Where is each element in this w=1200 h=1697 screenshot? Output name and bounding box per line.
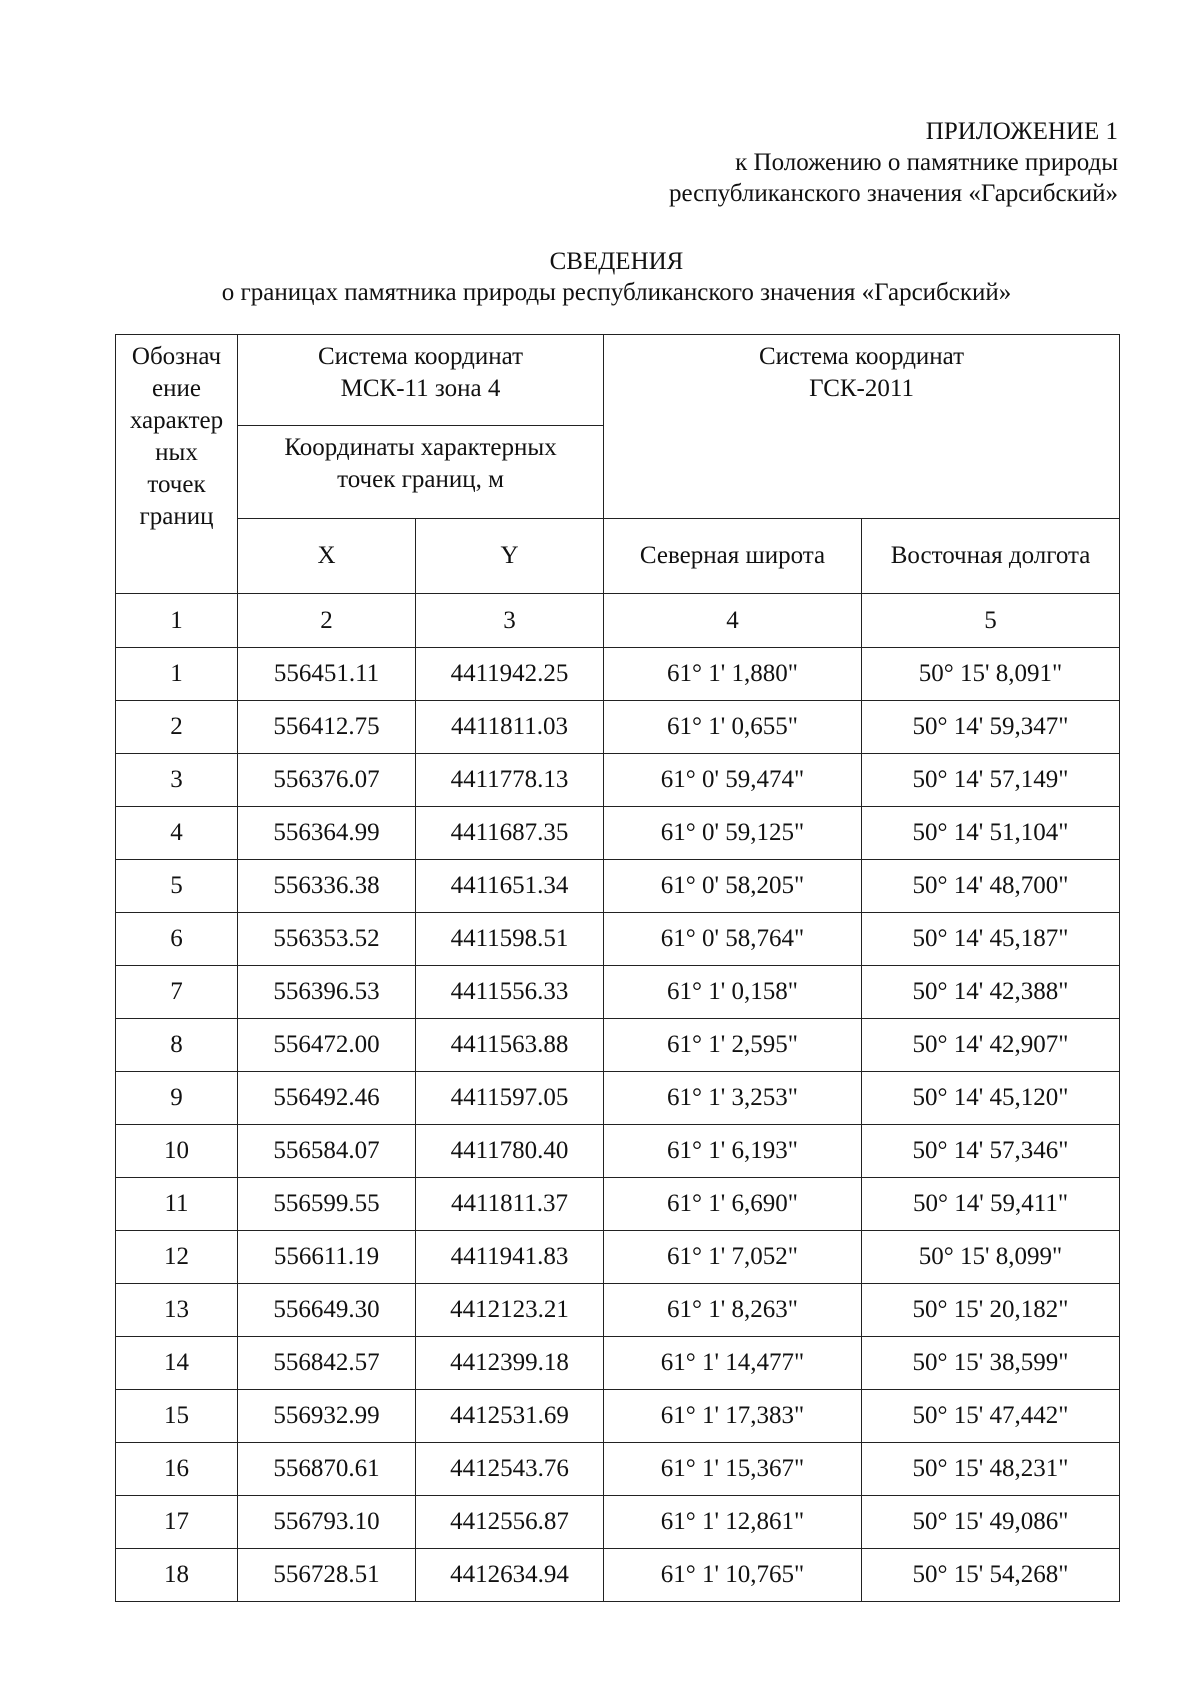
longitude-cell: 50° 14' 57,149" [862,754,1120,807]
column-number: 5 [862,594,1120,648]
x-coordinate-cell: 556412.75 [238,701,416,754]
table-row [116,754,1120,807]
table-row [116,648,1120,701]
header-gsk-system: Система координат ГСК-2011 [604,335,1120,519]
latitude-cell: 61° 1' 15,367" [604,1443,862,1496]
x-coordinate-cell: 556649.30 [238,1284,416,1337]
longitude-cell: 50° 14' 57,346" [862,1125,1120,1178]
y-coordinate-cell: 4411811.37 [416,1178,604,1231]
column-number: 4 [604,594,862,648]
longitude-cell: 50° 15' 47,442" [862,1390,1120,1443]
y-coordinate-cell: 4411811.03 [416,701,604,754]
table-row [116,1019,1120,1072]
table-row [116,1390,1120,1443]
longitude-cell: 50° 15' 8,091" [862,648,1120,701]
longitude-cell: 50° 14' 45,187" [862,913,1120,966]
point-number-cell: 16 [116,1443,238,1496]
latitude-cell: 61° 0' 58,205" [604,860,862,913]
point-number-cell: 18 [116,1549,238,1602]
table-row [116,966,1120,1019]
y-coordinate-cell: 4411597.05 [416,1072,604,1125]
latitude-cell: 61° 1' 12,861" [604,1496,862,1549]
header-designation: Обознач ение характер ных точек границ [116,335,238,594]
table-row [116,1072,1120,1125]
table-row [116,1284,1120,1337]
y-coordinate-cell: 4411556.33 [416,966,604,1019]
point-number-cell: 8 [116,1019,238,1072]
y-coordinate-cell: 4412556.87 [416,1496,604,1549]
latitude-cell: 61° 1' 6,690" [604,1178,862,1231]
table-row [116,1443,1120,1496]
x-coordinate-cell: 556451.11 [238,648,416,701]
y-coordinate-cell: 4412399.18 [416,1337,604,1390]
x-coordinate-cell: 556353.52 [238,913,416,966]
table-row [116,860,1120,913]
header-x: X [238,519,416,594]
longitude-cell: 50° 14' 45,120" [862,1072,1120,1125]
latitude-cell: 61° 1' 1,880" [604,648,862,701]
appendix-title: ПРИЛОЖЕНИЕ 1 [925,118,1118,145]
coordinates-table [115,334,1120,1602]
latitude-cell: 61° 0' 58,764" [604,913,862,966]
table-row [116,1496,1120,1549]
longitude-cell: 50° 14' 51,104" [862,807,1120,860]
latitude-cell: 61° 1' 10,765" [604,1549,862,1602]
table-row [116,1231,1120,1284]
x-coordinate-cell: 556870.61 [238,1443,416,1496]
point-number-cell: 2 [116,701,238,754]
x-coordinate-cell: 556396.53 [238,966,416,1019]
header-msk-coordinates: Координаты характерных точек границ, м [238,426,604,519]
document-title: СВЕДЕНИЯ [549,248,684,275]
y-coordinate-cell: 4411563.88 [416,1019,604,1072]
document-subtitle: о границах памятника природы республиканского значения «Гарсибский» [221,279,1012,306]
point-number-cell: 7 [116,966,238,1019]
x-coordinate-cell: 556793.10 [238,1496,416,1549]
table-row [116,1337,1120,1390]
y-coordinate-cell: 4411651.34 [416,860,604,913]
point-number-cell: 12 [116,1231,238,1284]
longitude-cell: 50° 15' 38,599" [862,1337,1120,1390]
table-row [116,1549,1120,1602]
appendix-reference-cont: республиканского значения «Гарсибский» [668,180,1118,207]
header-y: Y [416,519,604,594]
latitude-cell: 61° 1' 17,383" [604,1390,862,1443]
latitude-cell: 61° 1' 0,158" [604,966,862,1019]
y-coordinate-cell: 4411598.51 [416,913,604,966]
appendix-reference: к Положению о памятнике природы [735,149,1118,176]
longitude-cell: 50° 15' 48,231" [862,1443,1120,1496]
y-coordinate-cell: 4412531.69 [416,1390,604,1443]
column-number: 1 [116,594,238,648]
header-msk-system: Система координат МСК-11 зона 4 [238,335,604,426]
point-number-cell: 4 [116,807,238,860]
longitude-cell: 50° 14' 48,700" [862,860,1120,913]
header-longitude: Восточная долгота [862,519,1120,594]
column-number-row [116,594,1120,648]
point-number-cell: 15 [116,1390,238,1443]
y-coordinate-cell: 4411778.13 [416,754,604,807]
latitude-cell: 61° 1' 3,253" [604,1072,862,1125]
point-number-cell: 14 [116,1337,238,1390]
table-row [116,1125,1120,1178]
point-number-cell: 5 [116,860,238,913]
x-coordinate-cell: 556492.46 [238,1072,416,1125]
x-coordinate-cell: 556364.99 [238,807,416,860]
y-coordinate-cell: 4411942.25 [416,648,604,701]
point-number-cell: 11 [116,1178,238,1231]
point-number-cell: 9 [116,1072,238,1125]
latitude-cell: 61° 0' 59,125" [604,807,862,860]
latitude-cell: 61° 0' 59,474" [604,754,862,807]
longitude-cell: 50° 15' 8,099" [862,1231,1120,1284]
document-heading [115,246,1118,308]
latitude-cell: 61° 1' 14,477" [604,1337,862,1390]
latitude-cell: 61° 1' 2,595" [604,1019,862,1072]
column-number: 3 [416,594,604,648]
latitude-cell: 61° 1' 6,193" [604,1125,862,1178]
longitude-cell: 50° 14' 59,347" [862,701,1120,754]
y-coordinate-cell: 4411941.83 [416,1231,604,1284]
point-number-cell: 13 [116,1284,238,1337]
x-coordinate-cell: 556932.99 [238,1390,416,1443]
table-row [116,807,1120,860]
x-coordinate-cell: 556842.57 [238,1337,416,1390]
y-coordinate-cell: 4412123.21 [416,1284,604,1337]
longitude-cell: 50° 14' 42,907" [862,1019,1120,1072]
y-coordinate-cell: 4412543.76 [416,1443,604,1496]
point-number-cell: 3 [116,754,238,807]
y-coordinate-cell: 4411687.35 [416,807,604,860]
longitude-cell: 50° 15' 20,182" [862,1284,1120,1337]
x-coordinate-cell: 556611.19 [238,1231,416,1284]
appendix-header [669,116,1118,209]
column-number: 2 [238,594,416,648]
point-number-cell: 1 [116,648,238,701]
latitude-cell: 61° 1' 0,655" [604,701,862,754]
longitude-cell: 50° 14' 59,411" [862,1178,1120,1231]
latitude-cell: 61° 1' 8,263" [604,1284,862,1337]
longitude-cell: 50° 14' 42,388" [862,966,1120,1019]
y-coordinate-cell: 4412634.94 [416,1549,604,1602]
table-row [116,913,1120,966]
point-number-cell: 10 [116,1125,238,1178]
header-latitude: Северная широта [604,519,862,594]
x-coordinate-cell: 556472.00 [238,1019,416,1072]
x-coordinate-cell: 556599.55 [238,1178,416,1231]
point-number-cell: 6 [116,913,238,966]
x-coordinate-cell: 556728.51 [238,1549,416,1602]
point-number-cell: 17 [116,1496,238,1549]
latitude-cell: 61° 1' 7,052" [604,1231,862,1284]
longitude-cell: 50° 15' 49,086" [862,1496,1120,1549]
x-coordinate-cell: 556376.07 [238,754,416,807]
table-row [116,701,1120,754]
x-coordinate-cell: 556336.38 [238,860,416,913]
y-coordinate-cell: 4411780.40 [416,1125,604,1178]
longitude-cell: 50° 15' 54,268" [862,1549,1120,1602]
x-coordinate-cell: 556584.07 [238,1125,416,1178]
table-row [116,1178,1120,1231]
